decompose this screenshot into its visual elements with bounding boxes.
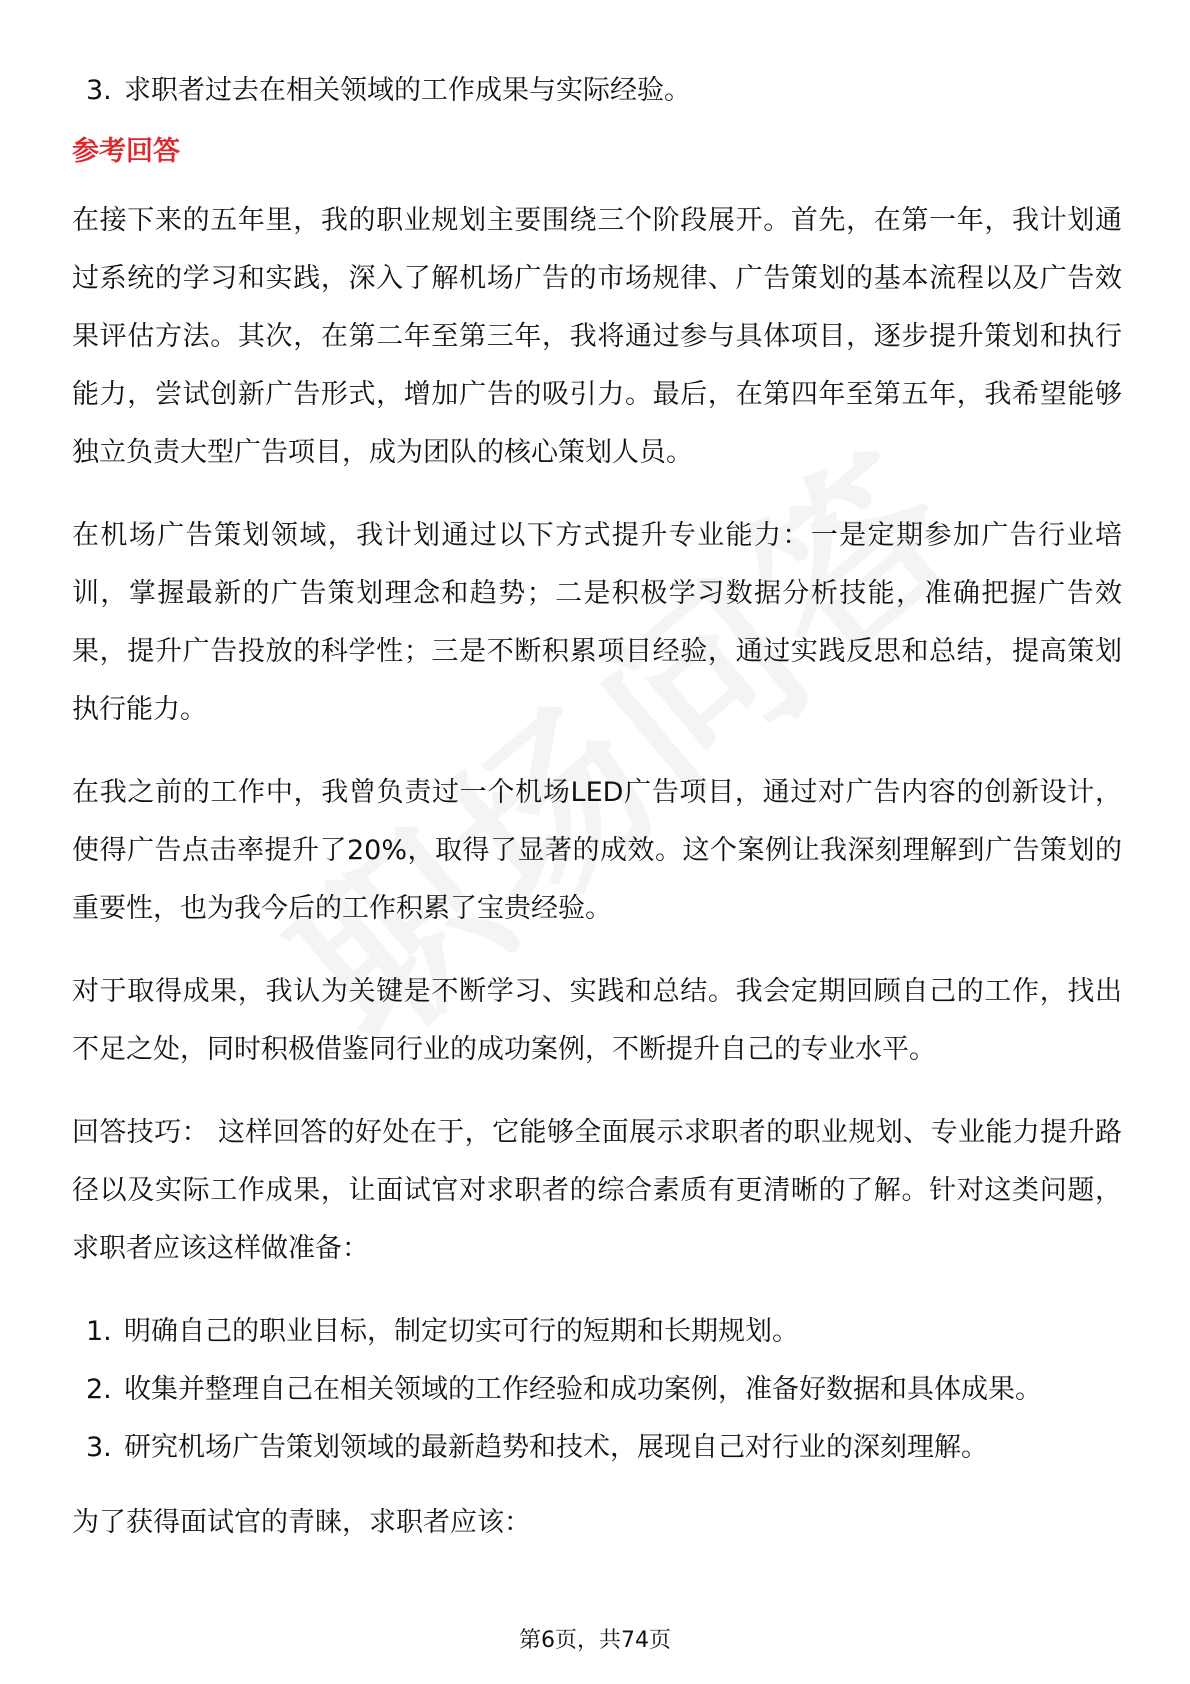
paragraph: 在我之前的工作中，我曾负责过一个机场LED广告项目，通过对广告内容的创新设计，使得广告点击率提升了20%，取得了显著的成效。这个案例让我深刻理解到广告策划的重要性，也为我今后的工作积累了宝贵经验。 bbox=[72, 777, 1122, 924]
list-item bbox=[72, 62, 1122, 120]
list-item-number: 3. bbox=[86, 75, 112, 106]
list-item bbox=[72, 1361, 1122, 1419]
list-item-text: 研究机场广告策划领域的最新趋势和技术，展现自己对行业的深刻理解。 bbox=[124, 1432, 988, 1463]
top-list bbox=[72, 62, 1122, 120]
list-item-number: 3. bbox=[86, 1432, 112, 1463]
paragraph: 在接下来的五年里，我的职业规划主要围绕三个阶段展开。首先，在第一年，我计划通过系统的学习和实践，深入了解机场广告的市场规律、广告策划的基本流程以及广告效果评估方法。其次，在第二年至第三年，我将通过参与具体项目，逐步提升策划和执行能力，尝试创新广告形式，增加广告的吸引力。最后，在第四年至第五年，我希望能够独立负责大型广告项目，成为团队的核心策划人员。 bbox=[72, 205, 1122, 468]
closing-paragraph: 为了获得面试官的青睐，求职者应该： bbox=[72, 1507, 531, 1538]
tips-list bbox=[72, 1303, 1122, 1477]
list-item-text: 求职者过去在相关领域的工作成果与实际经验。 bbox=[124, 75, 691, 106]
list-item bbox=[72, 1419, 1122, 1477]
answer-tips-paragraph: 回答技巧： 这样回答的好处在于，它能够全面展示求职者的职业规划、专业能力提升路径以及实际工作成果，让面试官对求职者的综合素质有更清晰的了解。针对这类问题，求职者应该这样做准备： bbox=[72, 1117, 1122, 1264]
page-content bbox=[72, 62, 1122, 1577]
paragraph: 在机场广告策划领域，我计划通过以下方式提升专业能力：一是定期参加广告行业培训，掌握最新的广告策划理念和趋势；二是积极学习数据分析技能，准确把握广告效果，提升广告投放的科学性；三是不断积累项目经验，通过实践反思和总结，提高策划执行能力。 bbox=[72, 520, 1122, 725]
list-item-text: 明确自己的职业目标，制定切实可行的短期和长期规划。 bbox=[124, 1316, 799, 1347]
list-item-text: 收集并整理自己在相关领域的工作经验和成功案例，准备好数据和具体成果。 bbox=[124, 1374, 1042, 1405]
section-heading: 参考回答 bbox=[72, 136, 180, 167]
list-item-number: 2. bbox=[86, 1374, 112, 1405]
page-number-footer: 第6页，共74页 bbox=[519, 1628, 671, 1653]
paragraph: 对于取得成果，我认为关键是不断学习、实践和总结。我会定期回顾自己的工作，找出不足之处，同时积极借鉴同行业的成功案例，不断提升自己的专业水平。 bbox=[72, 976, 1122, 1065]
list-item-number: 1. bbox=[86, 1316, 112, 1347]
list-item bbox=[72, 1303, 1122, 1361]
